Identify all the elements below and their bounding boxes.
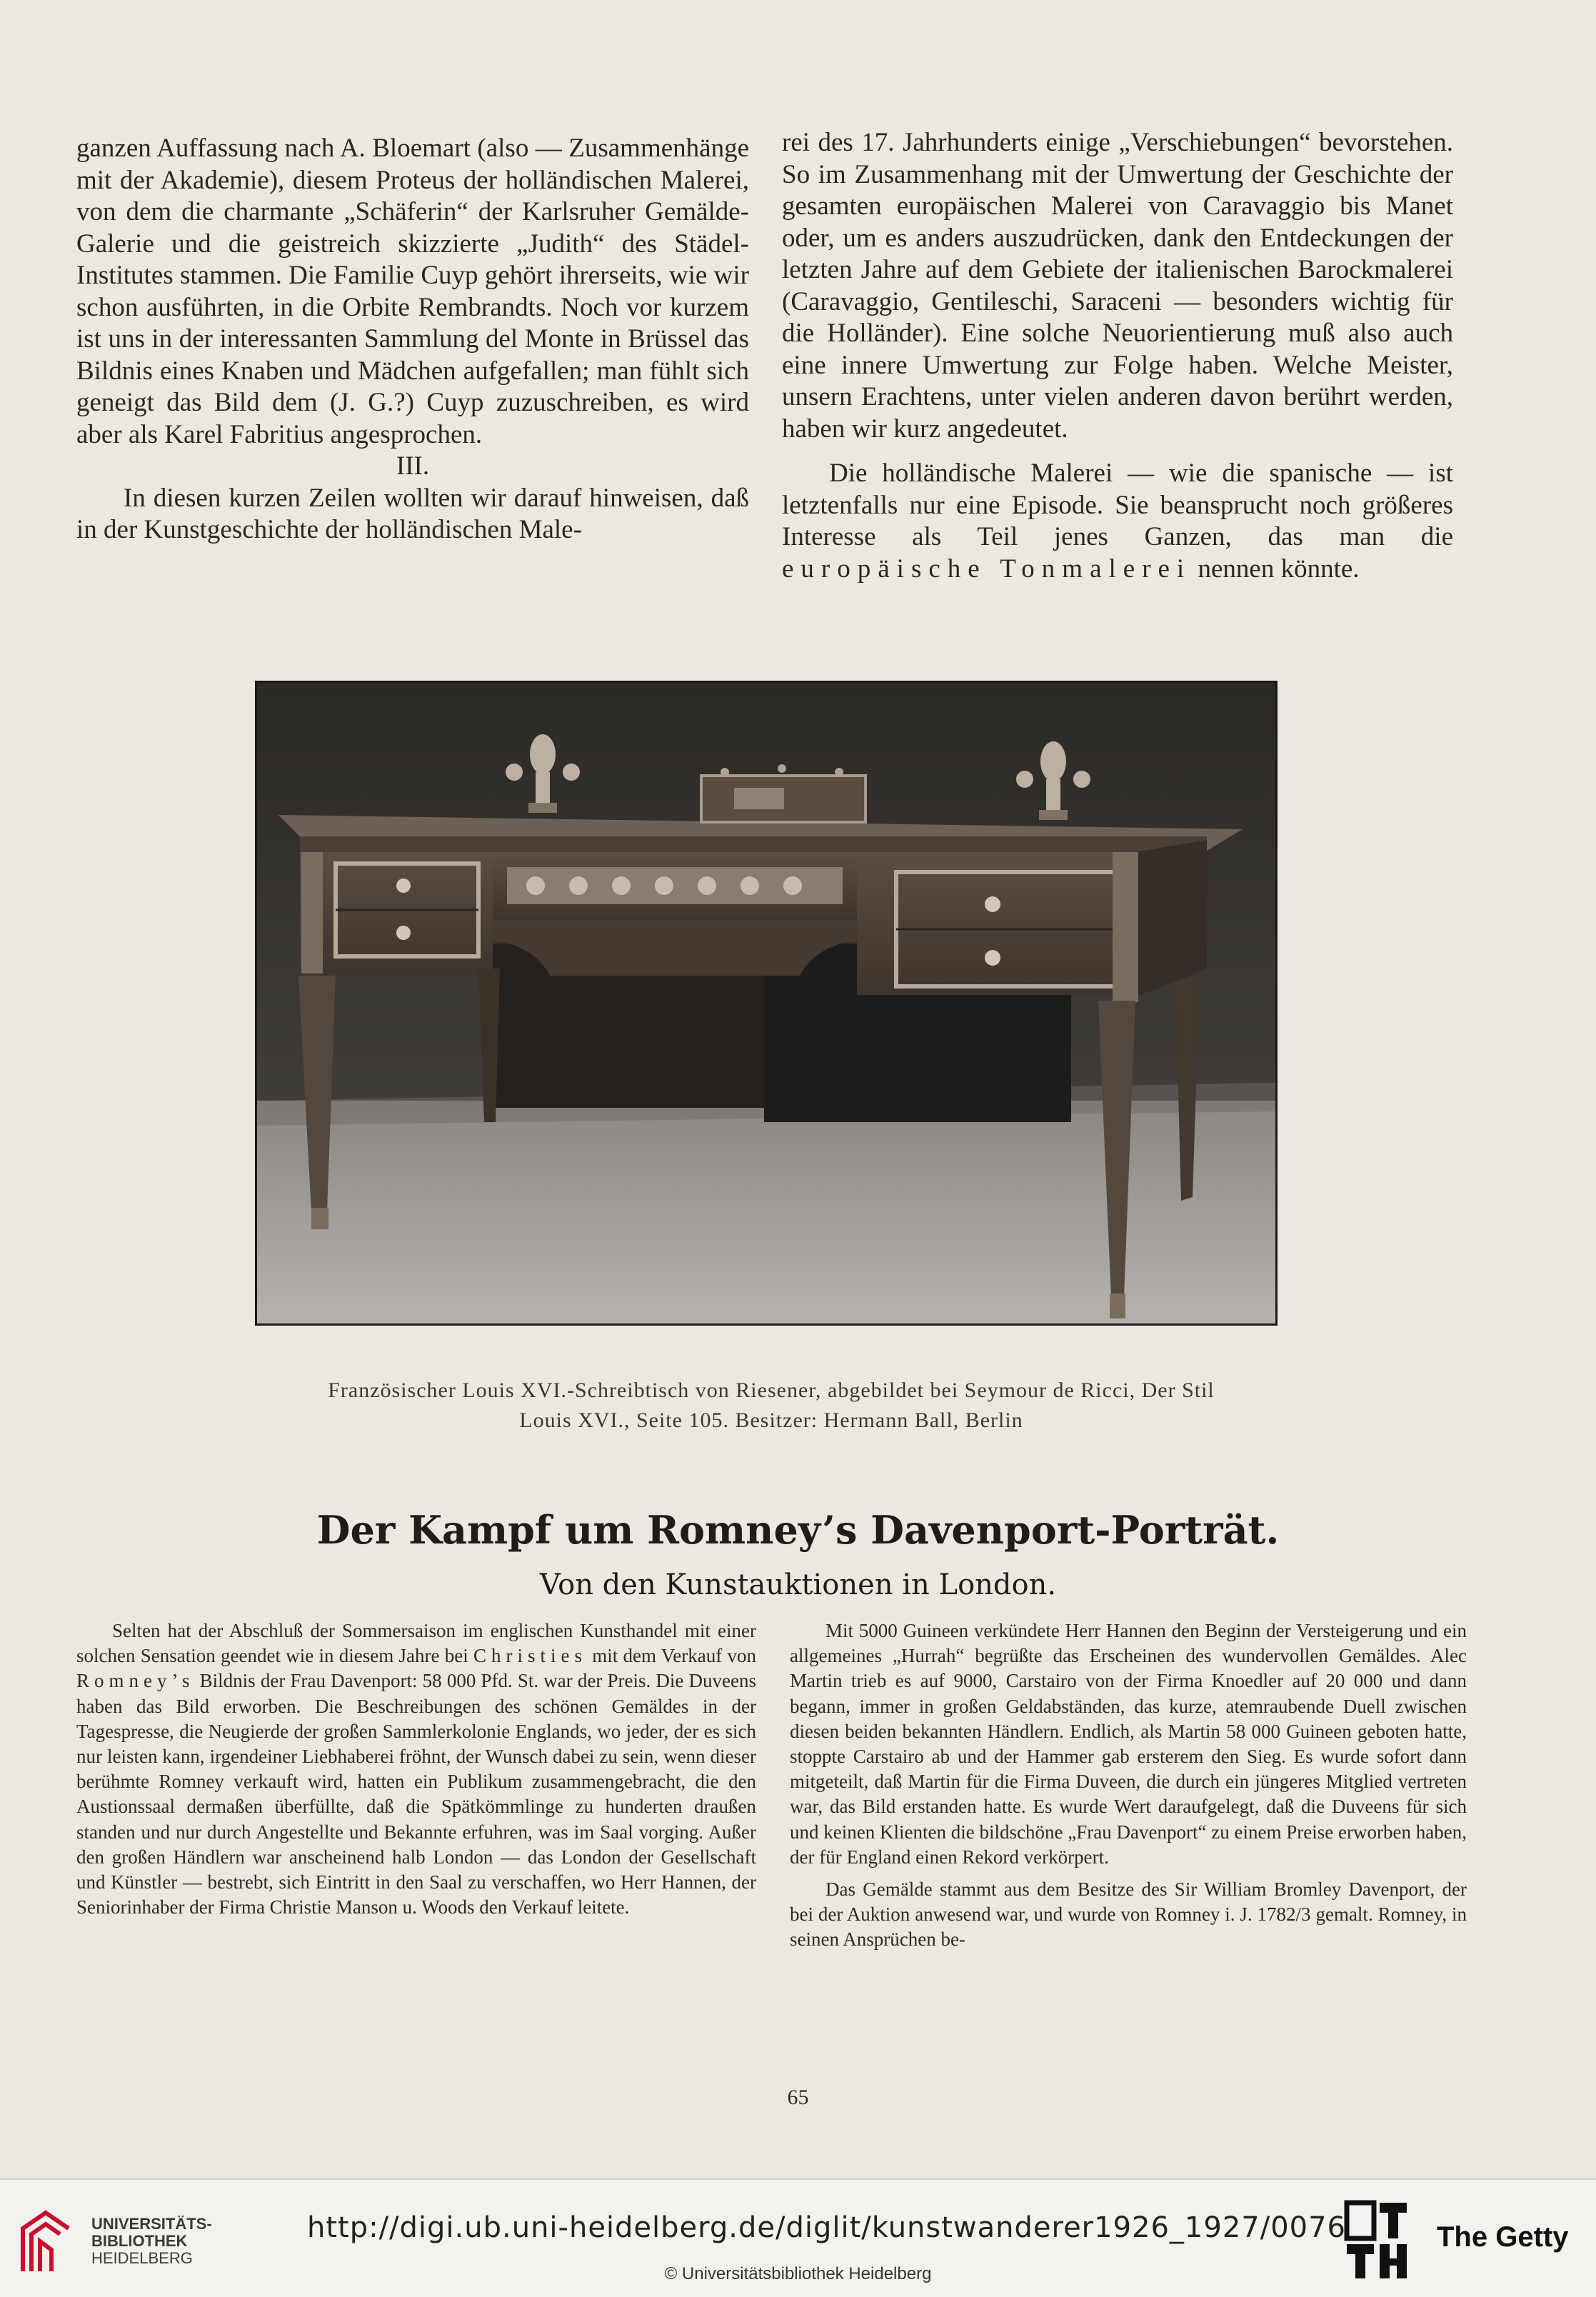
section-number: III. xyxy=(396,451,430,481)
caption-line: Louis XVI., Seite 105. Besitzer: Hermann Ball, Berlin xyxy=(519,1408,1023,1432)
caption-line: Französischer Louis XVI.-Schreibtisch von Riesener, abgebildet bei Seymour de Ricci, Der Stil xyxy=(328,1378,1215,1402)
paragraph: Das Gemälde stammt aus dem Besitze des Sir William Bromley Davenport, der bei der Auktion anwesend war, und wurde von Romney i. J. 1782/3 gemalt. Romney, in seinen Ansprüchen be- xyxy=(790,1878,1467,1951)
library-name-line: HEIDELBERG xyxy=(91,2249,193,2267)
library-name xyxy=(91,2216,212,2267)
permalink[interactable]: http://digi.ub.uni-heidelberg.de/diglit/kunstwanderer1926_1927/0076 xyxy=(307,2211,1346,2244)
emphasis-text: Romney’s xyxy=(76,1670,195,1692)
digital-library-footer xyxy=(0,2178,1596,2297)
paragraph: In diesen kurzen Zeilen wollten wir darauf hinweisen, daß in der Kunstgeschichte der holländischen Male- xyxy=(76,483,749,544)
article-body-column-1 xyxy=(76,1618,756,1920)
emphasis-text: europäische Tonmalerei xyxy=(782,554,1192,584)
text-span: Die holländische Malerei — wie die spanische — ist letztenfalls nur eine Episode. Sie beansprucht noch größeres Interesse als Teil jenes Ganzen, das man die xyxy=(782,459,1453,551)
paragraph: Mit 5000 Guineen verkündete Herr Hannen den Beginn der Versteigerung und ein allgemeines „Hurrah“ begrüßte das Erscheinen des wundervollen Gemäldes. Alec Martin trieb es auf 9000, Carstairo von der Firma Knoedler auf 20 000 und dann begann, immer in großen Geldabständen, das kurze, atemraubende Duell zwischen diesen beiden bekannten Händlern. Endlich, als Martin 58 000 Guineen geboten hatte, stoppte Carstairo ab und der Hammer gab ersterem den Sieg. Es wurde sofort dann mitgeteilt, daß Martin für die Firma Duveen, die durch ein jüngeres Mitglied vertreten war, das Bild erstanden hatte. Es wurde Wert daraufgelegt, daß die Duveens für sich und keinen Klienten die bildschöne „Frau Davenport“ zu einem Preise erworben haben, der für England einen Rekord verkörpert. xyxy=(790,1620,1467,1868)
figure-caption xyxy=(214,1376,1328,1436)
page-number: 65 xyxy=(787,2086,809,2109)
text-span: Selten hat der Abschluß der Sommersaison im englischen Kunsthandel mit einer solchen Sensation geendet wie in diesem Jahre bei xyxy=(76,1620,756,1667)
text-span: mit dem Verkauf von xyxy=(592,1645,757,1667)
paragraph xyxy=(76,1618,756,1920)
getty-label: The Getty xyxy=(1437,2221,1569,2253)
article-headline: Der Kampf um Romney’s Davenport-Porträt. xyxy=(316,1507,1280,1553)
copyright-notice: © Universitätsbibliothek Heidelberg xyxy=(664,2264,932,2283)
desk-photograph xyxy=(255,681,1278,1326)
paragraph xyxy=(782,458,1453,585)
paragraph: ganzen Auffassung nach A. Bloemart (also — Zusammenhänge mit der Akademie), diesem Proteus der holländischen Malerei, von dem die charmante „Schäferin“ der Karlsruher Gemälde-Galerie und die geistreich skizzierte „Judith“ des Städel-Institutes stammen. Die Familie Cuyp gehört ihrerseits, wie wir schon ausführten, in die Orbite Rembrandts. Noch vor kurzem ist uns in der interessanten Sammlung del Monte in Brüssel das Bildnis eines Knaben und Mädchen aufgefallen; man fühlt sich geneigt das Bild dem (J. G.?) Cuyp zuzuschreiben, es wird aber als Karel Fabritius angesprochen. xyxy=(76,134,749,449)
paragraph: rei des 17. Jahrhunderts einige „Verschiebungen“ bevorstehen. So im Zusammenhang mit der Umwertung der Geschichte der gesamten europäischen Malerei von Caravaggio bis Manet oder, um es anders auszudrücken, dank den Entdeckungen der letzten Jahre auf dem Gebiete der italienischen Barockmalerei (Caravaggio, Gentileschi, Saraceni — besonders wichtig für die Holländer). Eine solche Neuorientierung muß also auch eine innere Umwertung zur Folge haben. Welche Meister, unsern Erachtens, unter vielen anderen davon berührt werden, haben wir kurz angedeutet. xyxy=(782,128,1453,444)
library-name-line: BIBLIOTHEK xyxy=(91,2232,188,2250)
article-body-column-2 xyxy=(790,1618,1467,1953)
text-span: Bildnis der Frau Davenport: 58 000 Pfd. St. war der Preis. Die Duveens haben das Bild erworben. Die Beschreibungen des schönen Gemäldes in der Tagespresse, die Neugierde der großen Sammlerkolonie Englands, wo jeder, der es sich nur leisten kann, irgendeiner Liebhaberei fröhnt, der Wunsch dabei zu sein, wenn dieser berühmte Romney verkauft wird, hatten ein Publikum zusammengebracht, die den Austionssaal dermaßen überfüllte, daß die Spätkömmlinge zu hunderten draußen standen und nur durch Angestellte und Bekannte erfuhren, was im Saal vorging. Außer den großen Händlern war anscheinend halb London — das London der Gesellschaft und Künstler — bestrebt, sich Eintritt in den Saal zu verschaffen, wo Herr Hannen, der Seniorinhaber der Firma Christie Manson u. Woods den Verkauf leitete. xyxy=(76,1670,757,1918)
writing-desk-image xyxy=(257,683,1275,1323)
article-subheadline: Von den Kunstauktionen in London. xyxy=(539,1568,1057,1601)
text-span: nennen könnte. xyxy=(1198,554,1360,584)
getty-logo-icon[interactable] xyxy=(1344,2200,1410,2283)
emphasis-text: Christies xyxy=(473,1645,587,1667)
article-column-1 xyxy=(76,133,749,546)
article-column-2 xyxy=(782,127,1453,585)
library-name-line: UNIVERSITÄTS- xyxy=(91,2215,212,2233)
